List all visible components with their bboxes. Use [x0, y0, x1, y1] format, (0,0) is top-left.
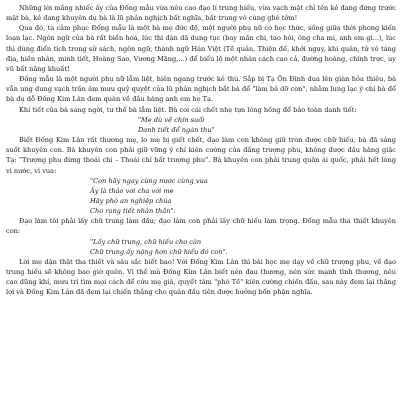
poem-line: "Con hãy ngay cùng nước cùng vua — [90, 176, 208, 185]
poem-2 — [6, 237, 396, 257]
poem-line: Hãy phò an nghiệp chúa — [90, 196, 172, 205]
paragraph-2: Qua đó, ta cảm phục Đống mẫu là một bà mẹ đức độ, một người phụ nữ có học thức, sống giữa thời phong kiến loạn lạc. Ngôn ngữ của bà rất biền hoá, lúc thì dân dã dung tục (bay mần chi, tao hỏi, ông cha mi, anh em gì...), lúc thì dùng điển tích trong sử sách, ngôn ngữ, thành ngữ Hán Việt (Tề quân, Thiện đế, khởi ngụy, khi quân, tử vô táng địa, hiền nhân, minh tiết, Hoàng Sao, Vương Mãng,...) để biểu lộ một nhân cách cao cả, đường hoàng, chính trực, uy vũ bất năng khuất! — [6, 24, 396, 73]
quote-line: Danh tiết để ngàn thu" — [138, 125, 215, 134]
paragraph-1: Những lời mắng nhiếc ấy của Đống mẫu vừa nêu cao đạo lí trung hiếu, vừa vạch mặt chỉ tên kẻ đang đứng trước mặt bà, kẻ đang khuyên dụ bà là lũ phản nghịch bất nghĩa, bất trung vô cùng ghê tởm! — [6, 4, 396, 23]
poem-1 — [6, 176, 396, 217]
paragraph-3: Đống mẫu là một người phụ nữ lẫm liệt, hiên ngang trước kẻ thù. Sắp bị Tạ Ôn Đình dụa lên giàn hỏa thiêu, bà vẫn ung dung vạch trần âm mưu quỷ quyệt của lũ phản nghịch bắt bà để "làm bả dỡ con", nhằm lung lạc ý chí bà để bà dụ dỗ Đống Kim Lân đem quân về đầu hàng anh em họ Tạ. — [6, 75, 396, 104]
paragraph-6: Đạo làm tôi phải lấy chữ trung làm đầu; đạo làm con phải lấy chữ hiếu làm trọng. Đống mẫu tha thiết khuyên con: — [6, 217, 396, 236]
paragraph-4: Khí tiết của bà sáng ngời, tư thế bà lẫm liệt. Bà coi cái chết nhẹ tựa lông hồng để bảo toàn danh tiết: — [19, 105, 357, 114]
paragraph-5: Biết Đống Kim Lân rất thương mẹ, lo mẹ bị giết chết, đạo làm con không giữ tròn được chữ hiếu, bà đã sáng suốt khuyên con. Bà khuyên con phải giữ vững ý chí kiên cường của đấng trượng phu, không được đầu hàng giặc Tạ: "Trượng phu đừng thoái chí – Thoái chí bất trượng phu". Bà khuyên con phải trung quân ái quốc, phải hết lòng vì nước, vì vua: — [6, 136, 396, 175]
poem-line: Cho rạng tiết nhân thần". — [90, 207, 176, 216]
paragraph-7: Lời mẹ dặn thật tha thiết và sâu sắc biết bao! Với Đống Kim Lân thì bài học mẹ dạy về chữ trượng phu, về đạo trung hiếu sẽ không bao giờ quên. Vì thế mà Đống Kim Lân biết nén đau thương, nén sức mạnh tình thương, nêu cao dũng khí, mưu trí tìm mọi cách để cứu mẹ già, quyết tâm "phò Tề" kiên cường chiến đấu, sau này đem lại thắng lợi và Đống Kim Lân đã đem lại chiến thắng cho quân đầu tiên được hưởng bốn phận nghĩa. — [6, 257, 396, 297]
quote-1 — [6, 115, 396, 135]
document-page — [6, 3, 396, 298]
quote-line: "Mẹ dù về chín suối — [138, 115, 205, 124]
poem-line: "Lấy chữ trung, chữ hiếu cho cân — [90, 237, 202, 246]
poem-line: Chữ trung ấy nặng hơn chữ hiếu đó con". — [90, 247, 228, 256]
poem-line: Ấy là thảo với cha với mẹ — [90, 186, 174, 195]
